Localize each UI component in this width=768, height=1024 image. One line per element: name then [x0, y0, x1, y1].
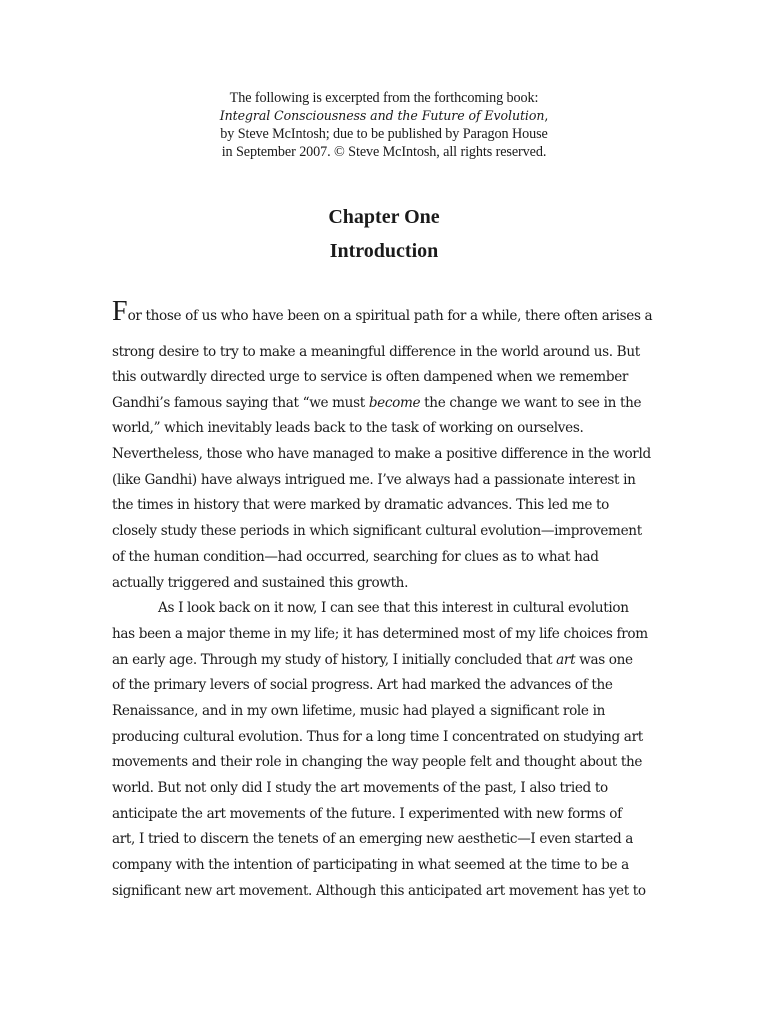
- excerpt-line: in September 2007. © Steve McIntosh, all rights reserved.: [221, 144, 547, 160]
- chapter-number: Chapter One: [328, 206, 440, 228]
- text-line: an early age. Through my study of history, I initially concluded that art was one: [112, 652, 633, 668]
- text-line: closely study these periods in which significant cultural evolution—improvement: [112, 523, 642, 539]
- text-line: of the human condition—had occurred, searching for clues as to what had: [112, 549, 599, 565]
- chapter-title: Introduction: [329, 240, 439, 262]
- emphasis: art: [556, 652, 576, 668]
- text-line: world. But not only did I study the art movements of the past, I also tried to: [112, 780, 608, 796]
- text-line: art, I tried to discern the tenets of an emerging new aesthetic—I even started a: [112, 831, 634, 847]
- emphasis: become: [368, 395, 421, 411]
- text-line: actually triggered and sustained this growth.: [112, 575, 409, 591]
- text-line: movements and their role in changing the way people felt and thought about the: [112, 754, 643, 770]
- text-line: (like Gandhi) have always intrigued me. I’ve always had a passionate interest in: [112, 472, 636, 488]
- drop-cap: F: [112, 296, 128, 327]
- excerpt-line: by Steve McIntosh; due to be published by Paragon House: [220, 126, 548, 142]
- excerpt-notice: [160, 89, 608, 161]
- book-title: Integral Consciousness and the Future of Evolution: [219, 108, 545, 123]
- text-line: strong desire to try to make a meaningful difference in the world around us. But: [112, 344, 640, 360]
- text-line: anticipate the art movements of the future. I experimented with new forms of: [112, 806, 622, 822]
- text-line: has been a major theme in my life; it has determined most of my life choices from: [112, 626, 648, 642]
- text-line: this outwardly directed urge to service is often dampened when we remember: [112, 369, 629, 385]
- text-line: of the primary levers of social progress. Art had marked the advances of the: [112, 677, 613, 693]
- text-line: Renaissance, and in my own lifetime, music had played a significant role in: [112, 703, 605, 719]
- text-line: the times in history that were marked by dramatic advances. This led me to: [112, 497, 609, 513]
- text-line: Nevertheless, those who have managed to make a positive difference in the world: [112, 446, 651, 462]
- book-title-line: Integral Consciousness and the Future of Evolution,: [219, 108, 549, 123]
- text-line: For those of us who have been on a spiritual path for a while, there often arises a: [112, 296, 653, 327]
- text-line: significant new art movement. Although this anticipated art movement has yet to: [112, 883, 646, 899]
- text-line: world,” which inevitably leads back to the task of working on ourselves.: [112, 420, 584, 436]
- text-line: company with the intention of participating in what seemed at the time to be a: [112, 857, 629, 873]
- excerpt-line: The following is excerpted from the forthcoming book:: [229, 90, 539, 106]
- text-line: Gandhi’s famous saying that “we must become the change we want to see in the: [112, 395, 642, 411]
- text-line: As I look back on it now, I can see that this interest in cultural evolution: [158, 600, 629, 616]
- text-line: producing cultural evolution. Thus for a long time I concentrated on studying art: [112, 729, 643, 745]
